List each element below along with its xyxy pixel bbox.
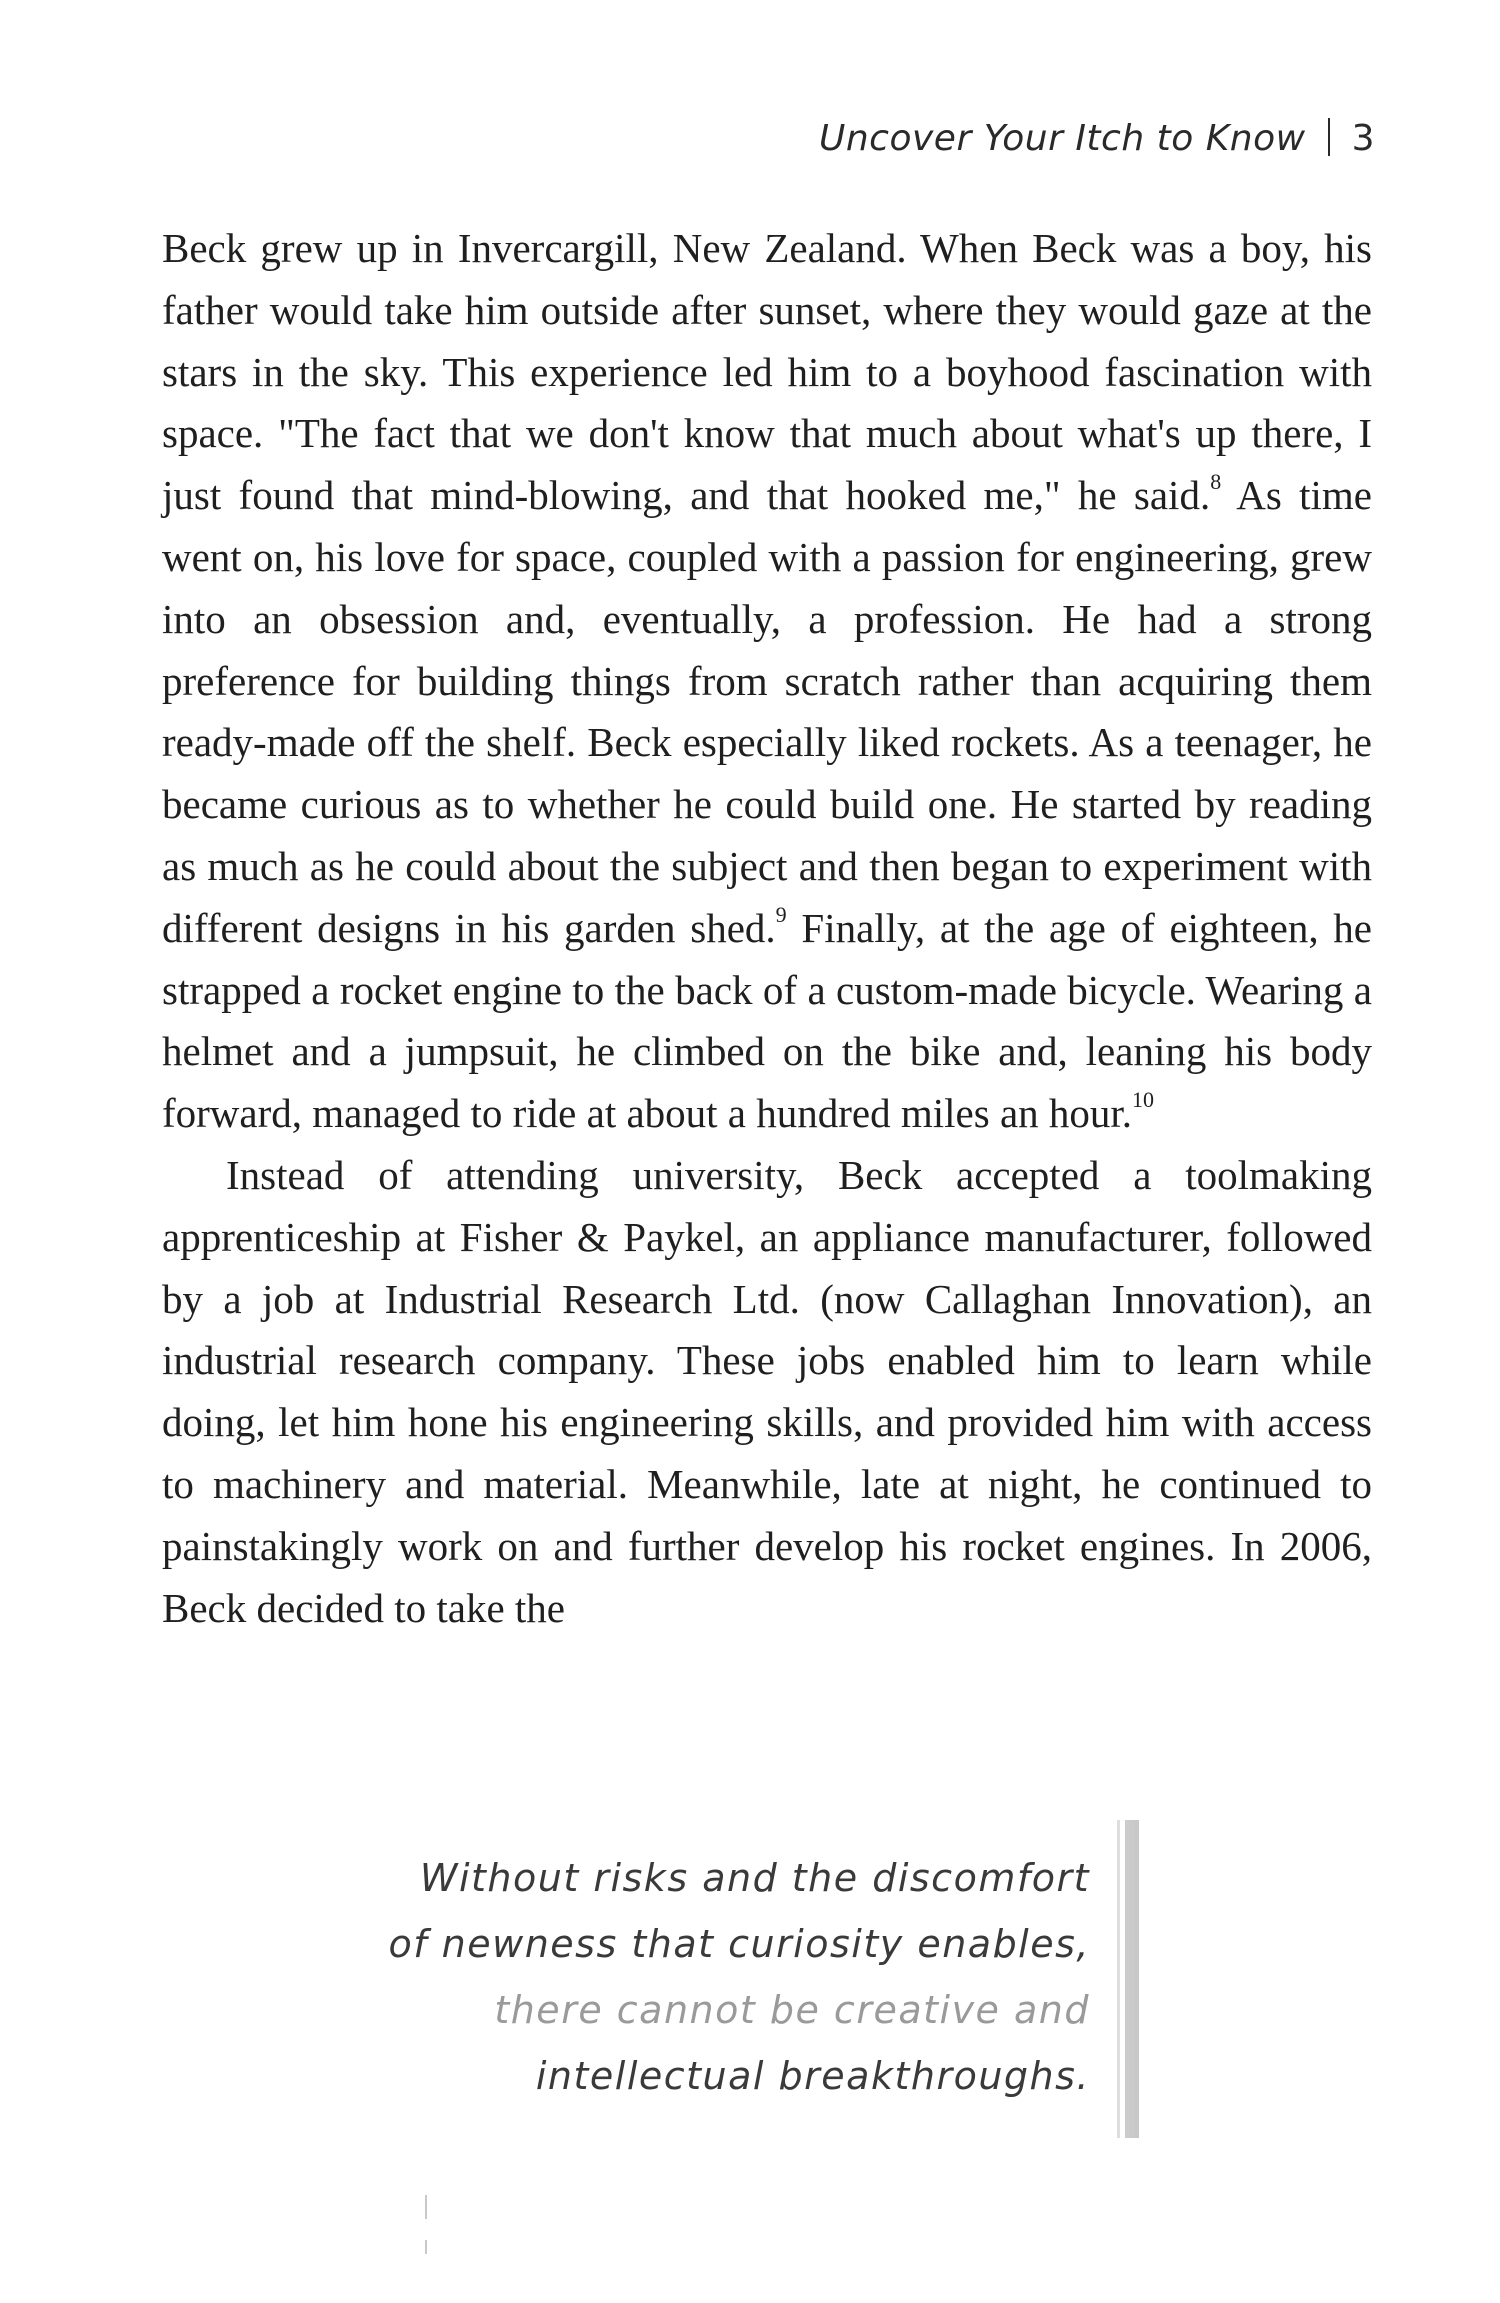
- pull-quote-line-4: intellectual breakthroughs.: [535, 2054, 1090, 2098]
- paragraph-1-part-3: Finally, at the age of eighteen, he strapped a rocket engine to the back of a custom-made bicycle. Wearing a helmet and a jumpsuit, he climbed on the bike and, leaning his body forward, managed to ride at about a hundred miles an hour.: [162, 904, 1372, 1137]
- scan-mark: [425, 2240, 427, 2254]
- paragraph-1: [162, 218, 1372, 1145]
- pull-quote-line-3: there cannot be creative and: [494, 1988, 1090, 2032]
- header-divider: [1328, 118, 1330, 156]
- scan-mark: [425, 2195, 427, 2219]
- pull-quote: [330, 1845, 1090, 2109]
- paragraph-1-part-1: Beck grew up in Invercargill, New Zealand. When Beck was a boy, his father would take him outside after sunset, where they would gaze at the stars in the sky. This experience led him to a boyhood fascination with space. "The fact that we don't know that much about what's up there, I just found that mind-blowing, and that hooked me," he said.: [162, 225, 1372, 519]
- page-number: 3: [1351, 118, 1375, 159]
- footnote-ref-9: 9: [775, 901, 787, 927]
- paragraph-2: Instead of attending university, Beck accepted a toolmaking apprenticeship at Fisher & Paykel, an appliance manufacturer, followed by a job at Industrial Research Ltd. (now Callaghan Innovation), an industrial research company. These jobs enabled him to learn while doing, let him hone his engineering skills, and provided him with access to machinery and material. Meanwhile, late at night, he continued to painstakingly work on and further develop his rocket engines. In 2006, Beck decided to take the: [162, 1151, 1372, 1631]
- footnote-ref-10: 10: [1132, 1087, 1155, 1113]
- paragraph-1-part-2: As time went on, his love for space, coupled with a passion for engineering, grew into an obsession and, eventually, a profession. He had a strong preference for building things from scratch rather than acquiring them ready-made off the shelf. Beck especially liked rockets. As a teenager, he became curious as to whether he could build one. He started by reading as much as he could about the subject and then began to experiment with different designs in his garden shed.: [162, 472, 1372, 951]
- pull-quote-rule: [1117, 1820, 1139, 2138]
- body-text: [162, 218, 1372, 1639]
- footnote-ref-8: 8: [1210, 469, 1222, 495]
- pull-quote-line-2: of newness that curiosity enables,: [388, 1922, 1090, 1966]
- pull-quote-line-1: Without risks and the discomfort: [419, 1856, 1090, 1900]
- running-head: [819, 118, 1375, 159]
- chapter-title: Uncover Your Itch to Know: [819, 118, 1306, 159]
